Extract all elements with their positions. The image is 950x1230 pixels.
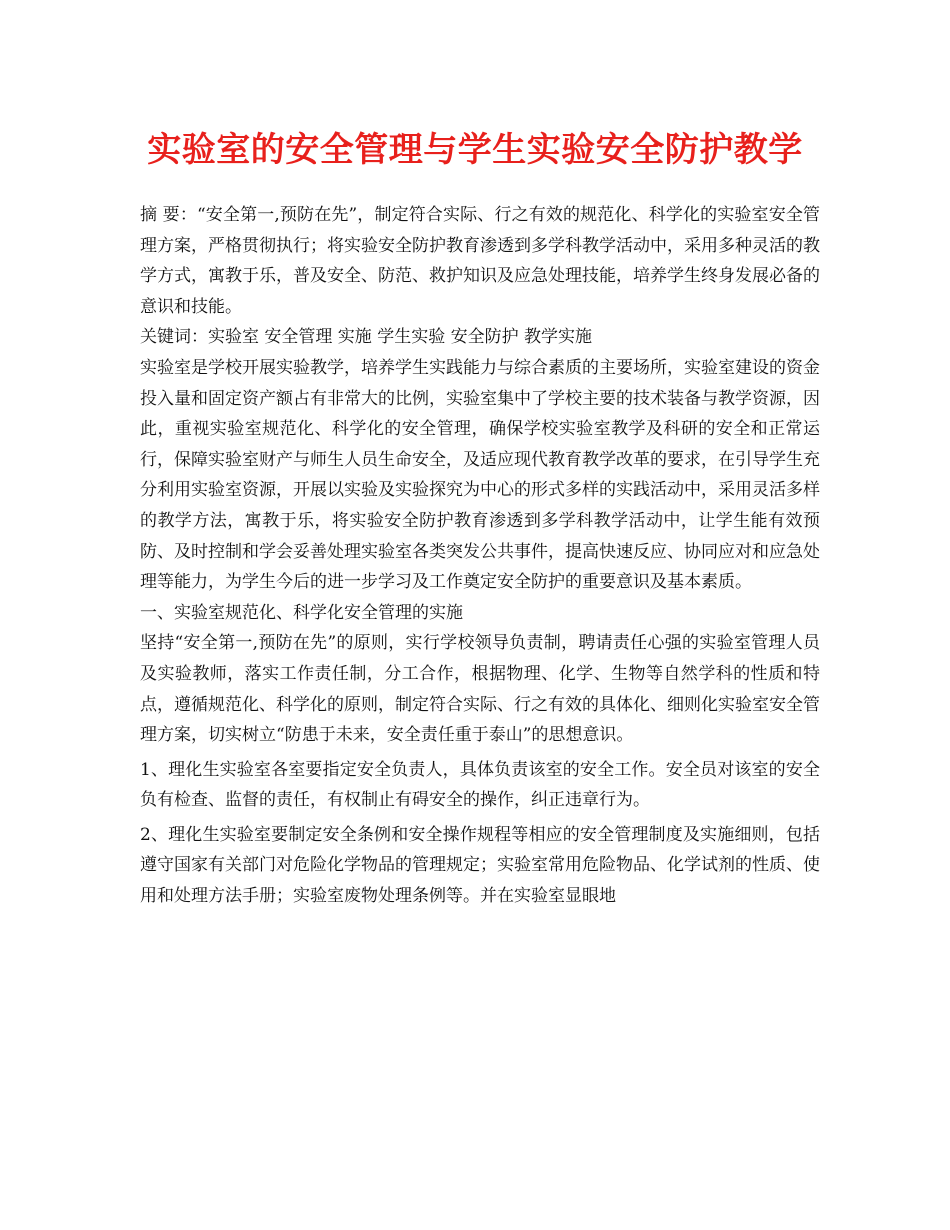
section-heading: 一、实验室规范化、科学化安全管理的实施 — [140, 602, 463, 623]
document-body — [140, 200, 820, 912]
document-title: 实验室的安全管理与学生实验安全防护教学 — [147, 130, 803, 170]
body-paragraph: 坚持“安全第一,预防在先”的原则，实行学校领导负责制，聘请责任心强的实验室管理人员及实验教师，落实工作责任制，分工合作，根据物理、化学、生物等自然学科的性质和特点，遵循规范化、科学化的原则，制定符合实际、行之有效的具体化、细则化实验室安全管理方案，切实树立“防患于未来，安全责任重于泰山”的思想意识。 — [140, 633, 820, 746]
list-item: 1、理化生实验室各室要指定安全负责人，具体负责该室的安全工作。安全员对该室的安全负有检查、监督的责任，有权制止有碍安全的操作，纠正违章行为。 — [140, 759, 820, 811]
keywords-line: 关键词：实验室 安全管理 实施 学生实验 安全防护 教学实施 — [140, 327, 593, 348]
list-item: 2、理化生实验室要制定安全条例和安全操作规程等相应的安全管理制度及实施细则，包括遵守国家有关部门对危险化学物品的管理规定；实验室常用危险物品、化学试剂的性质、使用和处理方法手册；实验室废物处理条例等。并在实验室显眼地 — [140, 824, 820, 907]
abstract-paragraph: 摘 要：“安全第一,预防在先”，制定符合实际、行之有效的规范化、科学化的实验室安全管理方案，严格贯彻执行；将实验安全防护教育渗透到多学科教学活动中，采用多种灵活的教学方式，寓教于乐，普及安全、防范、救护知识及应急处理技能，培养学生终身发展必备的意识和技能。 — [140, 205, 820, 317]
intro-paragraph: 实验室是学校开展实验教学，培养学生实践能力与综合素质的主要场所，实验室建设的资金投入量和固定资产额占有非常大的比例，实验室集中了学校主要的技术装备与教学资源，因此，重视实验室规范化、科学化的安全管理，确保学校实验室教学及科研的安全和正常运行，保障实验室财产与师生人员生命安全，及适应现代教育教学改革的要求，在引导学生充分利用实验室资源，开展以实验及实验探究为中心的形式多样的实践活动中，采用灵活多样的教学方法，寓教于乐，将实验安全防护教育渗透到多学科教学活动中，让学生能有效预防、及时控制和学会妥善处理实验室各类突发公共事件，提高快速反应、协同应对和应急处理等能力，为学生今后的进一步学习及工作奠定安全防护的重要意识及基本素质。 — [140, 357, 820, 593]
